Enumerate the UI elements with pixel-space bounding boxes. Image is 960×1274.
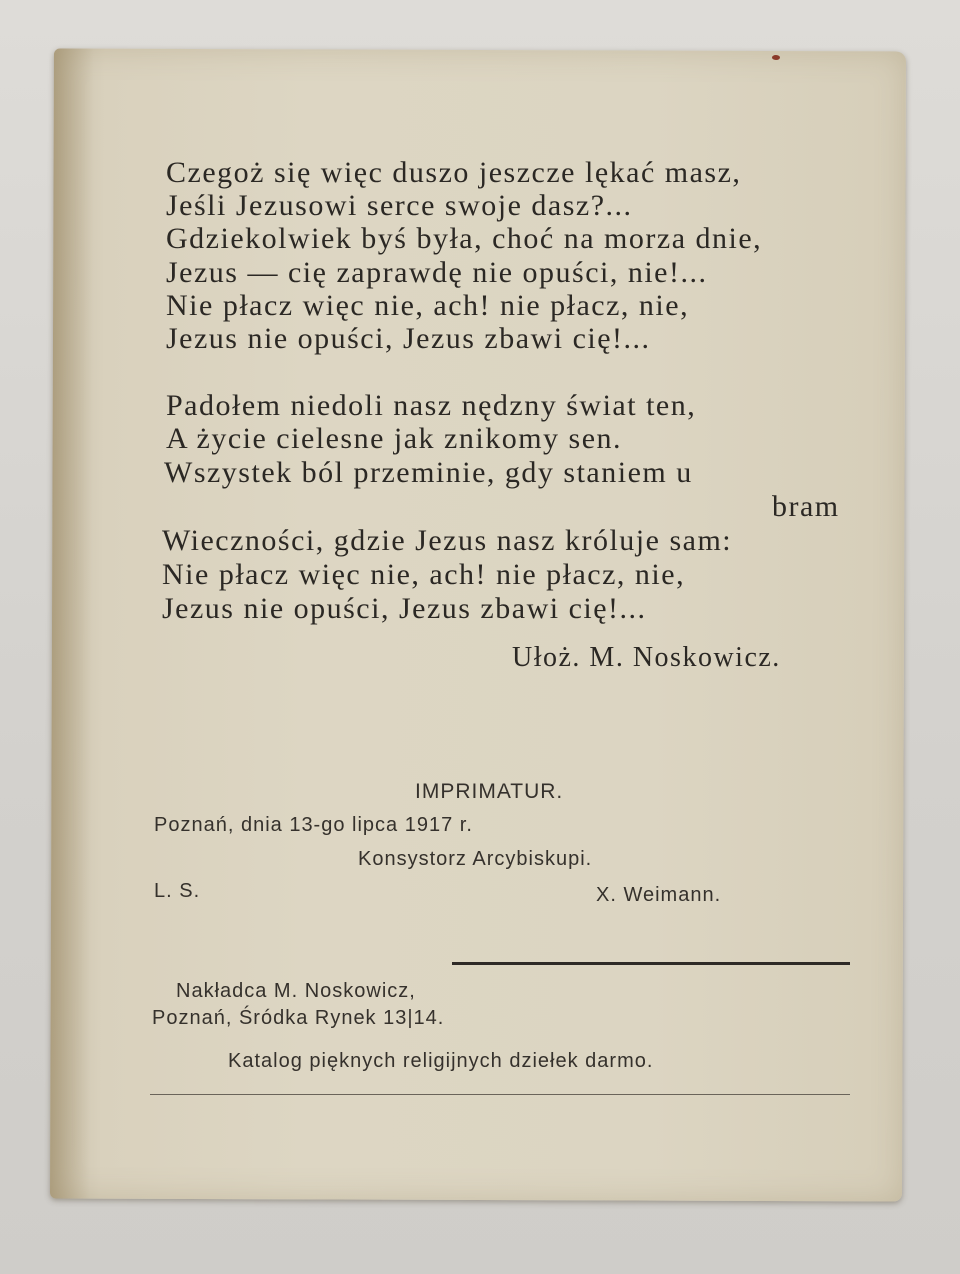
imprimatur-signer: X. Weimann. [596, 884, 722, 906]
verse-line: Jezus nie opuści, Jezus zbawi cię!... [166, 322, 651, 355]
publisher-line: Nakładca M. Noskowicz, [176, 980, 416, 1002]
verse-line: Jezus — cię zaprawdę nie opuści, nie!... [166, 256, 708, 289]
bottom-rule [150, 1094, 850, 1095]
catalog-note: Katalog pięknych religijnych dziełek darmo. [228, 1050, 654, 1072]
verse-line: Gdziekolwiek byś była, choć na morza dnie, [166, 222, 763, 255]
imprimatur-place-date: Poznań, dnia 13-go lipca 1917 r. [154, 814, 473, 836]
imprimatur-authority: Konsystorz Arcybiskupi. [358, 848, 593, 870]
verse-line-runover: bram [772, 490, 840, 523]
verse-line: Padołem niedoli nasz nędzny świat ten, [166, 389, 697, 422]
verse-line: Wszystek ból przeminie, gdy staniem u [164, 456, 693, 489]
verse-line: Nie płacz więc nie, ach! nie płacz, nie, [166, 289, 690, 322]
verse-line: Wieczności, gdzie Jezus nasz króluje sam: [162, 524, 733, 557]
ink-speck [772, 55, 780, 60]
imprimatur-heading: IMPRIMATUR. [415, 780, 564, 803]
verse-line: Nie płacz więc nie, ach! nie płacz, nie, [162, 558, 686, 591]
publisher-address: Poznań, Śródka Rynek 13|14. [152, 1007, 445, 1029]
verse-line: A życie cielesne jak znikomy sen. [166, 422, 623, 455]
poem-signature: Ułoż. M. Noskowicz. [512, 642, 781, 673]
verse-line: Czegoż się więc duszo jeszcze lękać masz, [166, 156, 742, 189]
verse-line: Jezus nie opuści, Jezus zbawi cię!... [162, 592, 647, 625]
imprimatur-ls: L. S. [154, 880, 201, 902]
divider-rule [452, 962, 850, 965]
verse-line: Jeśli Jezusowi serce swoje dasz?... [166, 189, 633, 222]
